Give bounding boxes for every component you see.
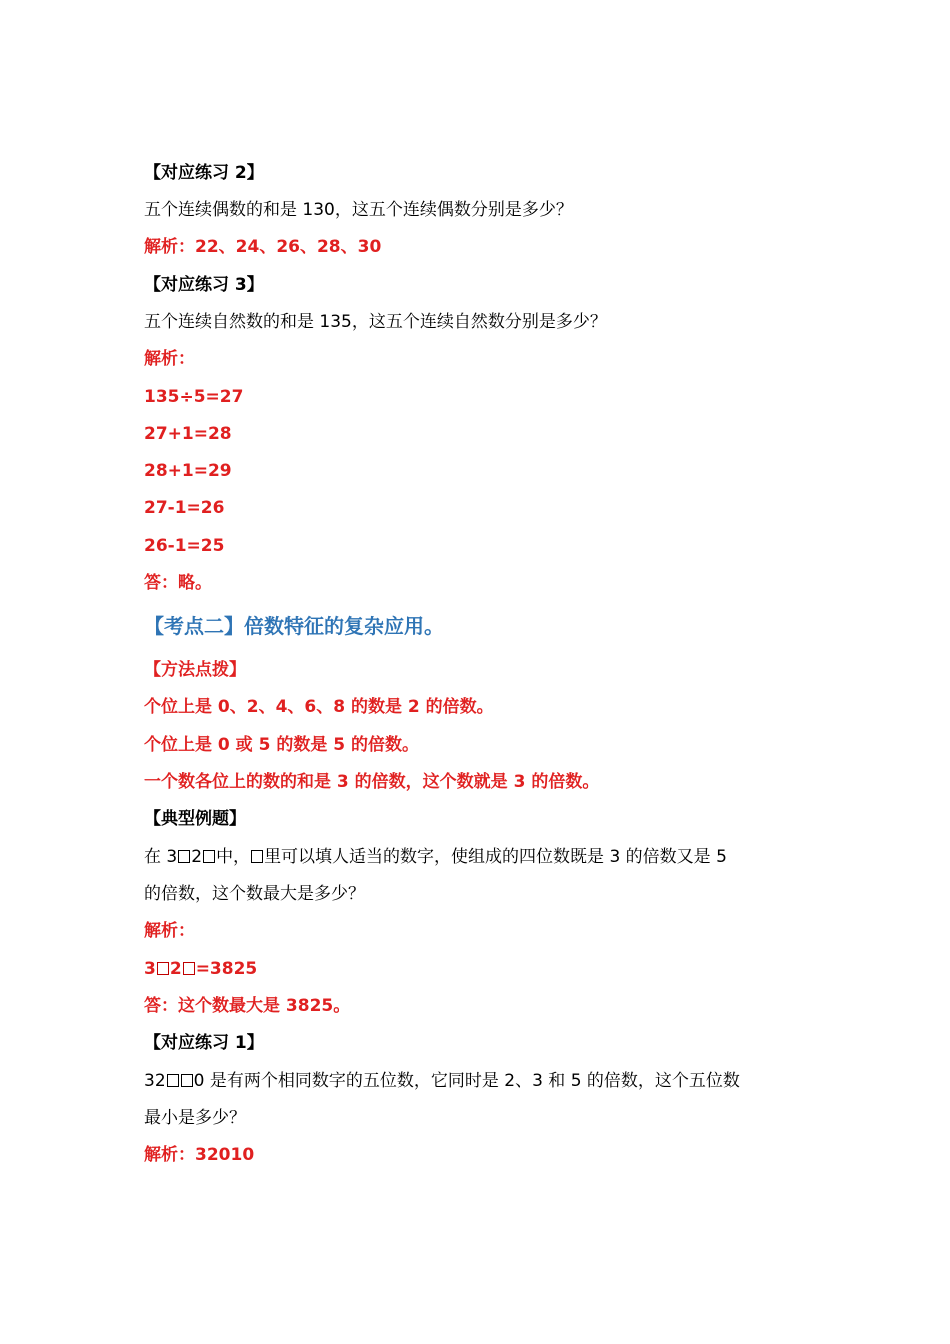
exercise-2-answer: 解析：22、24、26、28、30 bbox=[144, 237, 382, 257]
exercise-1-question-line-1 bbox=[144, 1069, 740, 1093]
text-segment: 32 bbox=[144, 1071, 166, 1091]
section-heading: 【考点二】倍数特征的复杂应用。 bbox=[144, 614, 444, 638]
method-rule-5: 个位上是 0 或 5 的数是 5 的倍数。 bbox=[144, 735, 419, 755]
exercise-3-step-2: 27+1=28 bbox=[144, 424, 232, 444]
blank-box bbox=[167, 1074, 179, 1087]
exercise-1-heading: 【对应练习 1】 bbox=[144, 1033, 264, 1053]
text-segment: 0 是有两个相同数字的五位数，它同时是 2、3 和 5 的倍数，这个五位数 bbox=[193, 1071, 740, 1091]
blank-box bbox=[181, 1074, 193, 1087]
text-segment: 3 bbox=[144, 959, 156, 979]
example-solution bbox=[144, 957, 257, 981]
exercise-3-question: 五个连续自然数的和是 135，这五个连续自然数分别是多少？ bbox=[144, 312, 607, 332]
blank-box bbox=[183, 962, 195, 975]
example-heading: 【典型例题】 bbox=[144, 809, 246, 829]
blank-box bbox=[178, 850, 190, 863]
text-segment: 中， bbox=[216, 847, 251, 867]
exercise-3-step-5: 26-1=25 bbox=[144, 536, 225, 556]
exercise-1-answer: 解析：32010 bbox=[144, 1145, 255, 1165]
example-analysis-label: 解析： bbox=[144, 921, 195, 941]
exercise-3-conclusion: 答：略。 bbox=[144, 573, 212, 593]
exercise-3-step-4: 27-1=26 bbox=[144, 498, 225, 518]
blank-box bbox=[203, 850, 215, 863]
method-rule-3: 一个数各位上的数的和是 3 的倍数，这个数就是 3 的倍数。 bbox=[144, 772, 600, 792]
blank-box bbox=[251, 850, 263, 863]
exercise-2-heading: 【对应练习 2】 bbox=[144, 163, 264, 183]
exercise-2-question: 五个连续偶数的和是 130，这五个连续偶数分别是多少？ bbox=[144, 200, 573, 220]
exercise-3-analysis-label: 解析： bbox=[144, 349, 195, 369]
exercise-3-step-3: 28+1=29 bbox=[144, 461, 232, 481]
exercise-3-heading: 【对应练习 3】 bbox=[144, 275, 264, 295]
text-segment: 2 bbox=[169, 959, 182, 979]
example-question-line-2: 的倍数，这个数最大是多少？ bbox=[144, 884, 365, 904]
example-conclusion: 答：这个数最大是 3825。 bbox=[144, 996, 351, 1016]
blank-box bbox=[157, 962, 169, 975]
method-rule-2: 个位上是 0、2、4、6、8 的数是 2 的倍数。 bbox=[144, 697, 494, 717]
text-segment: 里可以填人适当的数字，使组成的四位数既是 3 的倍数又是 5 bbox=[264, 847, 727, 867]
method-heading: 【方法点拨】 bbox=[144, 660, 246, 680]
exercise-1-question-line-2: 最小是多少？ bbox=[144, 1108, 246, 1128]
text-segment: 在 3 bbox=[144, 847, 178, 867]
exercise-3-step-1: 135÷5=27 bbox=[144, 387, 244, 407]
text-segment: 2 bbox=[191, 847, 203, 867]
example-question-line-1 bbox=[144, 845, 727, 869]
text-segment: =3825 bbox=[195, 959, 258, 979]
